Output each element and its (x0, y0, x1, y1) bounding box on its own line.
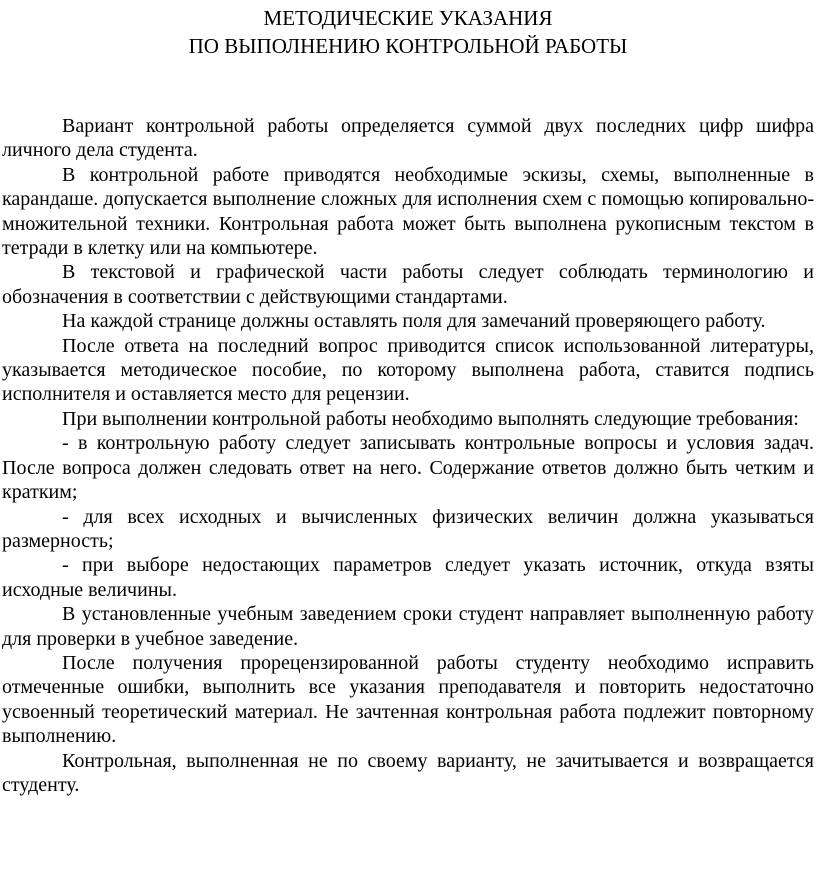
paragraph-margins: На каждой странице должны оставлять поля для замечаний проверяющего работу. (62, 310, 766, 333)
paragraph-corrections: После получения прорецензированной работы студенту необходимо исправить отмеченные ошибки, выполнить все указания преподавателя и повторить недостаточно усвоенный теоретический материал. Не зачтенная контрольная работа подлежит повторному выполнению. (2, 651, 814, 748)
document-title (0, 4, 816, 60)
paragraph-terminology: В текстовой и графической части работы следует соблюдать терминологию и обозначения в соответствии с действующими стандартами. (2, 261, 814, 308)
paragraph-literature: После ответа на последний вопрос приводится список использованной литературы, указывается методическое пособие, по которому выполнена работа, ставится подпись исполнителя и оставляется место для рецензии. (2, 334, 814, 406)
paragraph-requirements: При выполнении контрольной работы необходимо выполнять следующие требования: (62, 407, 799, 430)
document-body (2, 114, 814, 797)
title-line-2: ПО ВЫПОЛНЕНИЮ КОНТРОЛЬНОЙ РАБОТЫ (188, 34, 628, 58)
title-line-1: МЕТОДИЧЕСКИЕ УКАЗАНИЯ (263, 6, 553, 30)
paragraph-variant: Вариант контрольной работы определяется суммой двух последних цифр шифра личного дела студента. (2, 115, 814, 162)
paragraph-submission: В установленные учебным заведением сроки студент направляет выполненную работу для проверки в учебное заведение. (2, 603, 814, 650)
paragraph-sketches: В контрольной работе приводятся необходимые эскизы, схемы, выполненные в карандаше. допускается выполнение сложных для исполнения схем с помощью копировально-множительной техники. Контрольная работа может быть выполнена рукописным текстом в тетради в клетку или на компьютере. (2, 163, 814, 260)
paragraph-requirement-questions: - в контрольную работу следует записывать контрольные вопросы и условия задач. После вопроса должен следовать ответ на него. Содержание ответов должно быть четким и кратким; (2, 432, 814, 504)
paragraph-requirement-units: - для всех исходных и вычисленных физических величин должна указываться размерность; (2, 505, 814, 552)
paragraph-wrong-variant: Контрольная, выполненная не по своему варианту, не зачитывается и возвращается студенту. (2, 749, 814, 796)
paragraph-requirement-parameters: - при выборе недостающих параметров следует указать источник, откуда взяты исходные величины. (2, 554, 814, 601)
